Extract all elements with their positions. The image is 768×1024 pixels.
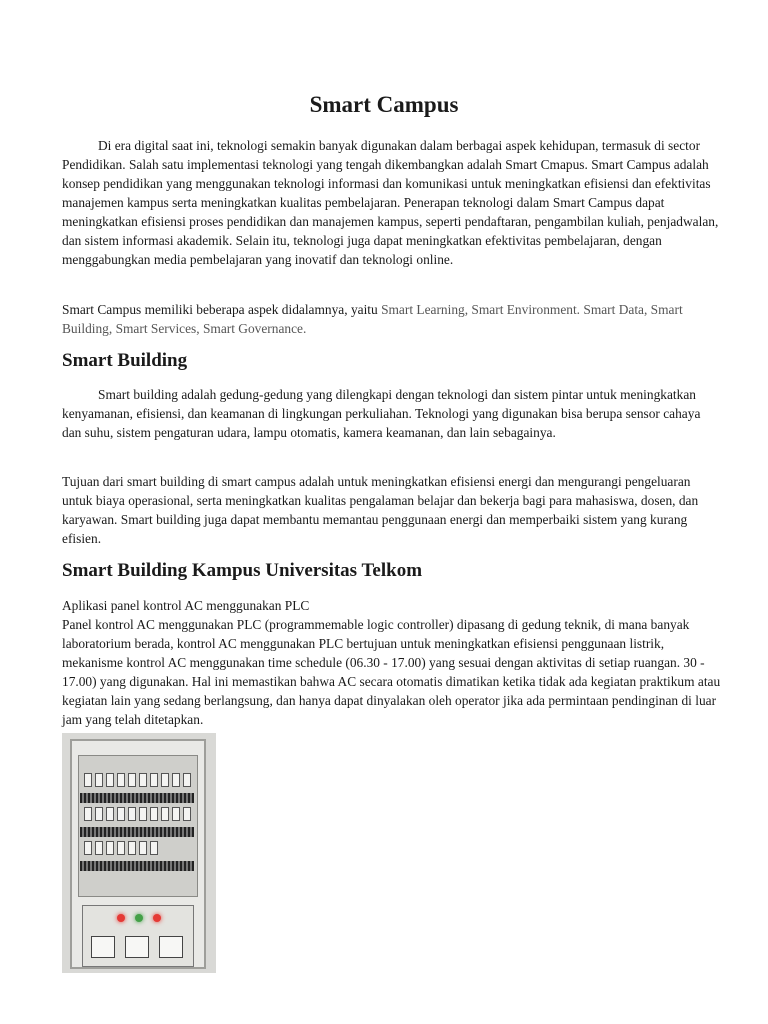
telkom-subtitle: Aplikasi panel kontrol AC menggunakan PLC — [62, 598, 310, 613]
smart-building-heading: Smart Building — [62, 350, 188, 371]
telkom-heading: Smart Building Kampus Universitas Telkom — [62, 560, 423, 581]
breaker-row — [84, 807, 191, 821]
aspects-paragraph — [62, 300, 722, 338]
aspects-prefix: Smart Campus memiliki beberapa aspek didalamnya, yaitu — [62, 302, 382, 317]
meter-gauge — [125, 936, 149, 958]
aspects-list: Smart Learning, Smart Environment. Smart Data, Smart Building, Smart Services, Smart Governance. — [62, 302, 683, 336]
telkom-paragraph: Panel kontrol AC menggunakan PLC (programmemable logic controller) dipasang di gedung teknik, di mana banyak laboratorium berada, kontrol AC menggunakan PLC bertujuan untuk meningkatkan efisiensi penggunaan listrik, mekanisme kontrol AC menggunakan time schedule (06.30 - 17.00) yang sesuai dengan aktivitas di setiap ruangan. 30 - 17.00) yang digunakan. Hal ini memastikan bahwa AC secara otomatis dimatikan ketika tidak ada kegiatan praktikum atau kegiatan lain yang sedang berlangsung, dan hanya dapat dinyalakan oleh operator jika ada permintaan pendinginan di luar jam yang telah ditetapkan. — [62, 617, 721, 727]
indicator-lamp — [153, 914, 161, 922]
electrical-panel-photo — [62, 733, 216, 973]
smart-building-paragraph-2: Tujuan dari smart building di smart campus adalah untuk meningkatkan efisiensi energi dan mengurangi pengeluaran untuk biaya operasional, serta meningkatkan kualitas pengalaman belajar dan bekerja bagi para mahasiswa, dosen, dan karyawan. Smart building juga dapat membantu memantau penggunaan energi dan memperbaiki sistem yang kurang efisien. — [62, 474, 699, 546]
indicator-lamp — [117, 914, 125, 922]
wiring — [80, 861, 194, 871]
wiring — [80, 793, 194, 803]
smart-building-paragraph-1: Smart building adalah gedung-gedung yang dilengkapi dengan teknologi dan sistem pintar untuk meningkatkan kenyamanan, efisiensi, dan keamanan di lingkungan perkuliahan. Teknologi yang digunakan bisa berupa sensor cahaya dan suhu, sistem pengaturan udara, lampu otomatis, kamera keamanan, dan lain sebagainya. — [62, 387, 701, 440]
breaker-row — [84, 841, 158, 855]
indicator-lamp — [135, 914, 143, 922]
meter-gauge — [91, 936, 115, 958]
meter-gauge — [159, 936, 183, 958]
wiring — [80, 827, 194, 837]
intro-paragraph: Di era digital saat ini, teknologi semakin banyak digunakan dalam berbagai aspek kehidupan, termasuk di sector Pendidikan. Salah satu implementasi teknologi yang tengah dikembangkan adalah Smart Cmapus. Smart Campus adalah konsep pendidikan yang menggunakan teknologi informasi dan komunikasi untuk meningkatkan efisiensi dan efektivitas manajemen kampus serta meningkatkan kualitas pembelajaran. Penerapan teknologi dalam Smart Campus dapat meningkatkan efisiensi proses pendidikan dan manajemen kampus, seperti pendaftaran, pengambilan kuliah, penjadwalan, dan sistem informasi akademik. Selain itu, teknologi juga dapat meningkatkan efektivitas pembelajaran, dengan menggabungkan media pembelajaran yang inovatif dan teknologi online. — [62, 138, 719, 267]
breaker-row — [84, 773, 191, 787]
panel-control-box — [82, 905, 194, 967]
page-title: Smart Campus — [309, 92, 459, 117]
